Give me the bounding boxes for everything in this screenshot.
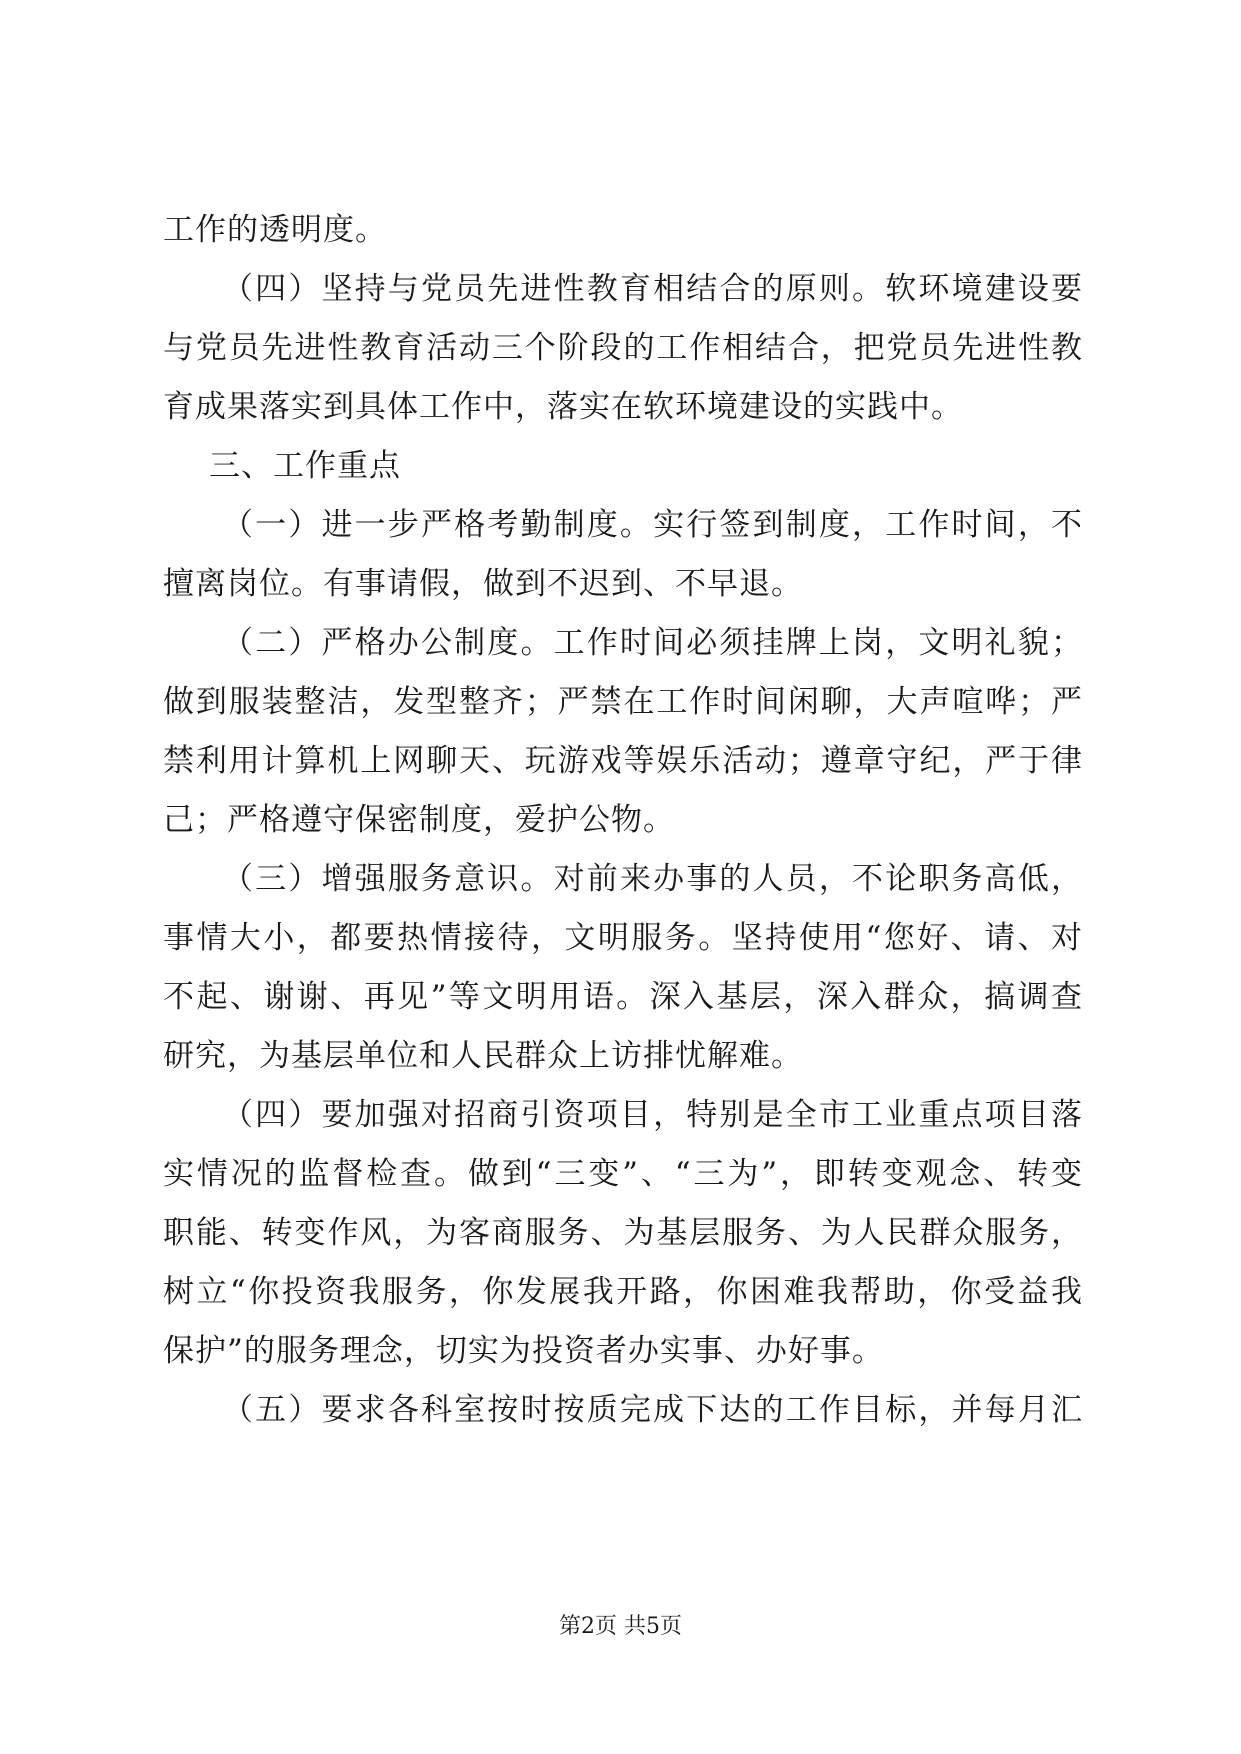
text-line: 做到服装整洁，发型整齐；严禁在工作时间闲聊，大声喧哗；严: [163, 684, 1083, 720]
page-footer: 第2页 共5页: [559, 1614, 682, 1639]
text-line: 育成果落实到具体工作中，落实在软环境建设的实践中。: [163, 389, 963, 425]
text-line: 树立“你投资我服务，你发展我开路，你困难我帮助，你受益我: [163, 1274, 1083, 1310]
text-line: 工作的透明度。: [163, 212, 387, 248]
text-line: 保护”的服务理念，切实为投资者办实事、办好事。: [163, 1333, 884, 1369]
text-line: 事情大小，都要热情接待，文明服务。坚持使用“您好、请、对: [163, 920, 1083, 956]
text-line: 研究，为基层单位和人民群众上访排忧解难。: [163, 1038, 803, 1074]
paragraph-first-line: （四）要加强对招商引资项目，特别是全市工业重点项目落: [222, 1097, 1083, 1133]
text-line: 擅离岗位。有事请假，做到不迟到、不早退。: [163, 566, 803, 602]
text-line: 禁利用计算机上网聊天、玩游戏等娱乐活动；遵章守纪，严于律: [163, 743, 1083, 779]
paragraph-first-line: （一）进一步严格考勤制度。实行签到制度，工作时间，不: [222, 507, 1083, 543]
text-line: 实情况的监督检查。做到“三变”、“三为”，即转变观念、转变: [163, 1156, 1083, 1192]
paragraph-first-line: （五）要求各科室按时按质完成下达的工作目标，并每月汇: [222, 1392, 1083, 1428]
text-line: 己；严格遵守保密制度，爱护公物。: [163, 802, 675, 838]
paragraph-first-line: （二）严格办公制度。工作时间必须挂牌上岗，文明礼貌；: [222, 625, 1083, 661]
paragraph-first-line: （三）增强服务意识。对前来办事的人员，不论职务高低，: [222, 861, 1083, 897]
paragraph-first-line: （四）坚持与党员先进性教育相结合的原则。软环境建设要: [222, 271, 1083, 307]
text-line: 不起、谢谢、再见”等文明用语。深入基层，深入群众，搞调查: [163, 979, 1083, 1015]
text-line: 与党员先进性教育活动三个阶段的工作相结合，把党员先进性教: [163, 330, 1083, 366]
section-heading: 三、工作重点: [209, 448, 401, 484]
text-line: 职能、转变作风，为客商服务、为基层服务、为人民群众服务，: [163, 1215, 1083, 1251]
